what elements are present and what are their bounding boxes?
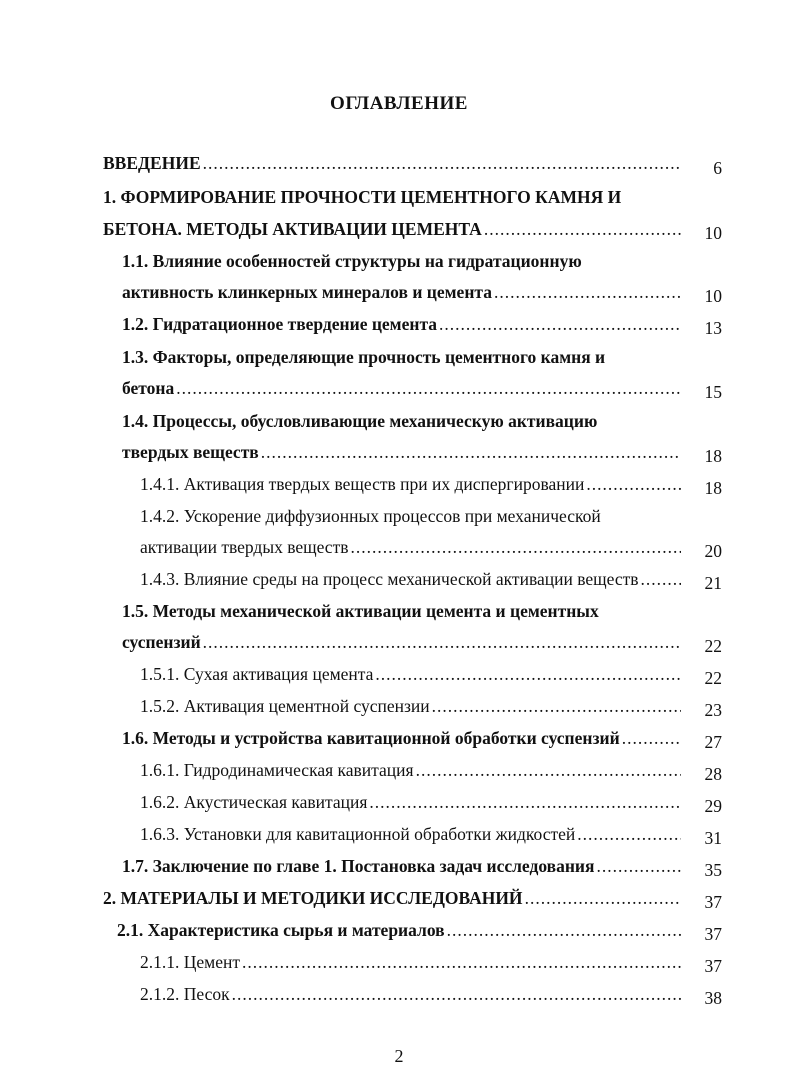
- toc-entry-page: 27: [704, 732, 722, 752]
- toc-entry[interactable]: [140, 474, 683, 500]
- toc-entry-page: 22: [704, 668, 722, 688]
- toc-entry-text: 1.7. Заключение по главе 1. Постановка задач исследования: [122, 856, 595, 876]
- toc-entry-page: 10: [704, 286, 722, 306]
- toc-entry-text: 1.6. Методы и устройства кавитационной обработки суспензий: [122, 728, 620, 748]
- toc-entry-text: 1.5.2. Активация цементной суспензии: [140, 696, 430, 716]
- toc-entry[interactable]: [140, 696, 683, 722]
- toc-entry[interactable]: [122, 601, 683, 627]
- toc-leader-dots: [416, 760, 681, 781]
- toc-entry-page: 38: [704, 988, 722, 1008]
- toc-leader-dots: [242, 952, 681, 973]
- toc-entry[interactable]: [140, 569, 683, 595]
- toc-leader-dots: [232, 984, 681, 1005]
- toc-entry-text: 1.2. Гидратационное твердение цемента: [122, 314, 438, 334]
- toc-leader-dots: [203, 632, 681, 653]
- toc-entry[interactable]: [140, 537, 683, 563]
- toc-leader-dots: [375, 664, 681, 685]
- toc-leader-dots: [351, 537, 682, 558]
- toc-leader-dots: [176, 378, 681, 399]
- toc-entry-page: 37: [704, 924, 722, 944]
- toc-entry-text: 1.4.1. Активация твердых веществ при их диспергировании: [140, 474, 585, 494]
- toc-entry[interactable]: [122, 251, 683, 277]
- toc-leader-dots: [577, 824, 681, 845]
- toc-entry[interactable]: [122, 411, 683, 437]
- toc-entry[interactable]: [117, 920, 683, 946]
- toc-entry-text: 1.3. Факторы, определяющие прочность цементного камня и: [122, 347, 606, 367]
- toc-leader-dots: [447, 920, 681, 941]
- page-number: 2: [394, 1046, 404, 1066]
- toc-entry-page: 15: [704, 382, 722, 402]
- toc-entry-text: 1.6.2. Акустическая кавитация: [140, 792, 368, 812]
- toc-leader-dots: [622, 728, 681, 749]
- toc-entry[interactable]: [122, 347, 683, 373]
- toc-entry-page: 31: [704, 828, 722, 848]
- toc-leader-dots: [261, 442, 681, 463]
- toc-entry-page: 37: [704, 956, 722, 976]
- toc-entry[interactable]: [122, 632, 683, 658]
- toc-entry-text: 1.6.3. Установки для кавитационной обработки жидкостей: [140, 824, 576, 844]
- toc-leader-dots: [596, 856, 681, 877]
- toc-entry-page: 23: [704, 700, 722, 720]
- toc-entry-text: 1.6.1. Гидродинамическая кавитация: [140, 760, 414, 780]
- toc-entry[interactable]: [140, 984, 683, 1010]
- toc-entry[interactable]: [140, 952, 683, 978]
- toc-entry-page: 18: [704, 478, 722, 498]
- toc-entry[interactable]: [140, 760, 683, 786]
- toc-entry[interactable]: [103, 153, 683, 179]
- toc-entry[interactable]: [122, 282, 683, 308]
- toc-leader-dots: [586, 474, 681, 495]
- toc-entry-page: 28: [704, 764, 722, 784]
- toc-leader-dots: [525, 888, 681, 909]
- toc-entry[interactable]: [122, 728, 683, 754]
- toc-entry-text: активации твердых веществ: [140, 537, 349, 557]
- toc-entry[interactable]: [122, 314, 683, 340]
- toc-entry-text: 2. МАТЕРИАЛЫ И МЕТОДИКИ ИССЛЕДОВАНИЙ: [103, 888, 523, 908]
- toc-entry[interactable]: [140, 792, 683, 818]
- toc-entry-page: 20: [704, 541, 722, 561]
- toc-entry-text: 1.4.3. Влияние среды на процесс механической активации веществ: [140, 569, 639, 589]
- toc-entry-text: 1.4.2. Ускорение диффузионных процессов при механической: [140, 506, 601, 526]
- toc-entry[interactable]: [140, 824, 683, 850]
- toc-entry-text: 2.1. Характеристика сырья и материалов: [117, 920, 445, 940]
- toc-leader-dots: [439, 314, 681, 335]
- toc-entry-text: 1.4. Процессы, обусловливающие механическую активацию: [122, 411, 598, 431]
- toc-entry[interactable]: [122, 378, 683, 404]
- toc-entry[interactable]: [122, 856, 683, 882]
- toc-title: ОГЛАВЛЕНИЕ: [330, 93, 468, 114]
- toc-entry-page: 18: [704, 446, 722, 466]
- toc-entry-text: 1.5. Методы механической активации цемента и цементных: [122, 601, 599, 621]
- toc-leader-dots: [641, 569, 682, 590]
- toc-entry-page: 29: [704, 796, 722, 816]
- toc-entry-text: ВВЕДЕНИЕ: [103, 153, 201, 173]
- toc-entry-text: активность клинкерных минералов и цемента: [122, 282, 492, 302]
- toc-entry-page: 35: [704, 860, 722, 880]
- toc-entry-text: 2.1.2. Песок: [140, 984, 230, 1004]
- toc-entry[interactable]: [103, 219, 683, 245]
- toc-entry[interactable]: [140, 664, 683, 690]
- toc-entry-page: 21: [704, 573, 722, 593]
- toc-entry-text: 1. ФОРМИРОВАНИЕ ПРОЧНОСТИ ЦЕМЕНТНОГО КАМНЯ И: [103, 187, 622, 207]
- toc-entry-text: бетона: [122, 378, 175, 398]
- toc-entry-text: 1.1. Влияние особенностей структуры на гидратационную: [122, 251, 582, 271]
- toc-entry-page: 10: [704, 223, 722, 243]
- toc-entry[interactable]: [122, 442, 683, 468]
- toc-leader-dots: [432, 696, 681, 717]
- toc-entry-text: БЕТОНА. МЕТОДЫ АКТИВАЦИИ ЦЕМЕНТА: [103, 219, 482, 239]
- toc-entry-text: 2.1.1. Цемент: [140, 952, 241, 972]
- toc-entry[interactable]: [103, 888, 683, 914]
- toc-leader-dots: [369, 792, 681, 813]
- toc-entry-page: 6: [713, 158, 722, 178]
- toc-entry-page: 13: [704, 318, 722, 338]
- toc-entry-text: твердых веществ: [122, 442, 259, 462]
- toc-entry[interactable]: [140, 506, 683, 532]
- toc-leader-dots: [203, 153, 681, 174]
- toc-entry-text: суспензий: [122, 632, 201, 652]
- toc-leader-dots: [494, 282, 681, 303]
- toc-entry[interactable]: [103, 187, 683, 213]
- toc-entry-page: 37: [704, 892, 722, 912]
- toc-entry-page: 22: [704, 636, 722, 656]
- toc-entry-text: 1.5.1. Сухая активация цемента: [140, 664, 374, 684]
- toc-leader-dots: [484, 219, 681, 240]
